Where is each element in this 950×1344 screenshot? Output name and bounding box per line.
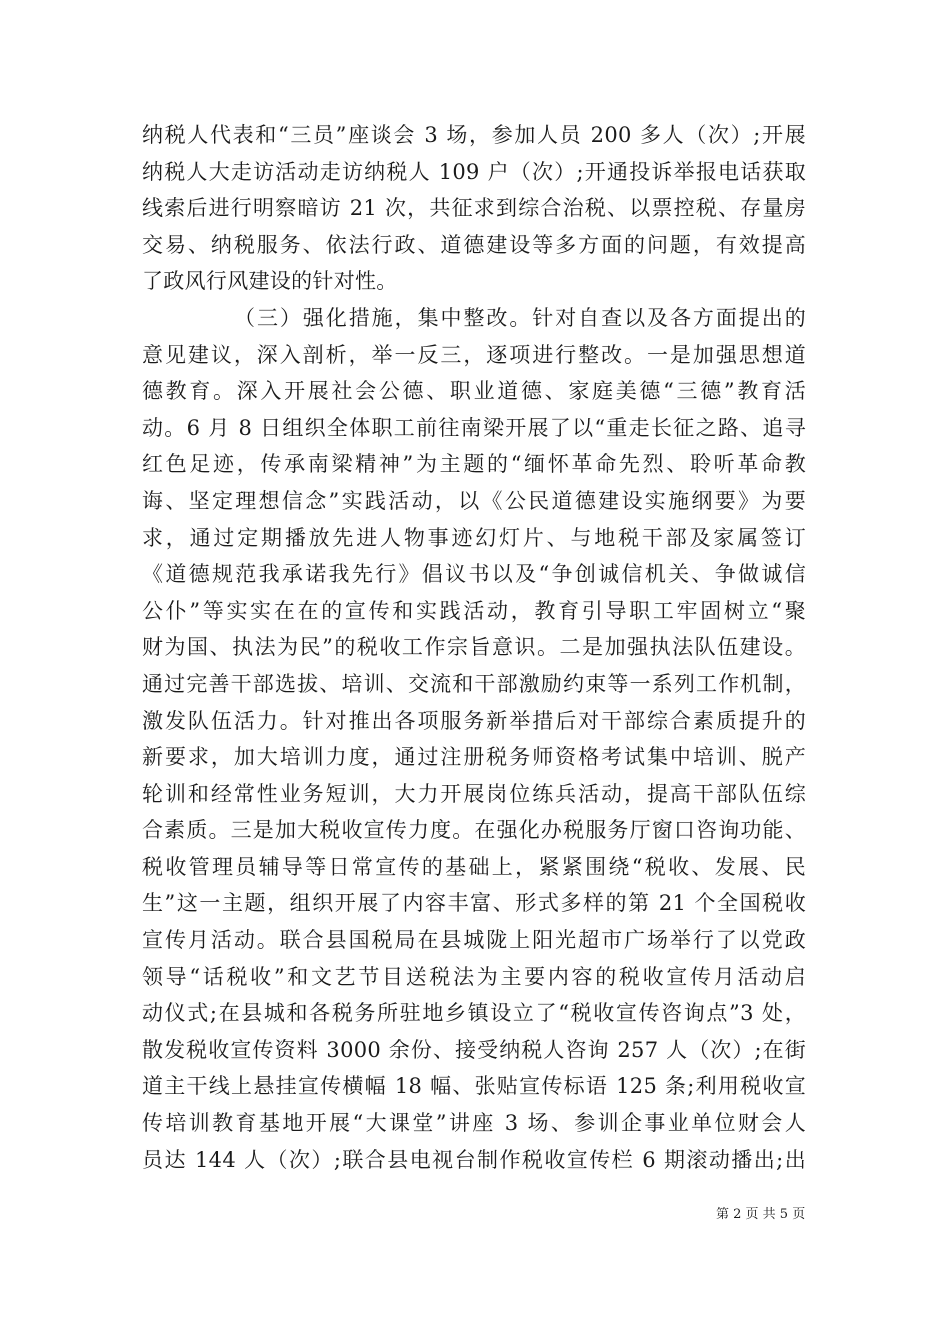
text-line: 公仆”等实实在在的宣传和实践活动，教育引导职工牢固树立“聚 bbox=[142, 598, 806, 623]
text-line: 求，通过定期播放先进人物事迹幻灯片、与地税干部及家属签订 bbox=[142, 525, 806, 550]
text-line: 意见建议，深入剖析，举一反三，逐项进行整改。一是加强思想道 bbox=[142, 342, 806, 367]
text-line: 宣传月活动。联合县国税局在县城陇上阳光超市广场举行了以党政 bbox=[142, 928, 806, 953]
text-line: 财为国、执法为民”的税收工作宗旨意识。二是加强执法队伍建设。 bbox=[142, 635, 806, 660]
text-line: 德教育。深入开展社会公德、职业道德、家庭美德“三德”教育活 bbox=[142, 379, 806, 404]
text-line: 员达 144 人（次）;联合县电视台制作税收宣传栏 6 期滚动播出;出 bbox=[142, 1147, 806, 1172]
text-line: 轮训和经常性业务短训，大力开展岗位练兵活动，提高干部队伍综 bbox=[142, 781, 806, 806]
text-line: 散发税收宣传资料 3000 余份、接受纳税人咨询 257 人（次）;在街 bbox=[142, 1037, 806, 1062]
text-line: 《道德规范我承诺我先行》倡议书以及“争创诚信机关、争做诚信 bbox=[142, 562, 806, 587]
text-line: 交易、纳税服务、依法行政、道德建设等多方面的问题，有效提高 bbox=[142, 232, 806, 257]
text-line: 纳税人大走访活动走访纳税人 109 户（次）;开通投诉举报电话获取 bbox=[142, 159, 806, 184]
text-line: 激发队伍活力。针对推出各项服务新举措后对干部综合素质提升的 bbox=[142, 708, 806, 733]
section-heading-line: （三）强化措施，集中整改。针对自查以及各方面提出的 bbox=[234, 305, 806, 330]
text-line: 合素质。三是加大税收宣传力度。在强化办税服务厅窗口咨询功能、 bbox=[142, 818, 806, 843]
text-line: 红色足迹，传承南梁精神”为主题的“缅怀革命先烈、聆听革命教 bbox=[142, 452, 806, 477]
text-line: 领导“话税收”和文艺节目送税法为主要内容的税收宣传月活动启 bbox=[142, 964, 806, 989]
text-line: 生”这一主题，组织开展了内容丰富、形式多样的第 21 个全国税收 bbox=[142, 891, 806, 916]
text-line: 新要求，加大培训力度，通过注册税务师资格考试集中培训、脱产 bbox=[142, 745, 806, 770]
text-line: 动仪式;在县城和各税务所驻地乡镇设立了“税收宣传咨询点”3 处， bbox=[142, 1001, 806, 1026]
text-line: 税收管理员辅导等日常宣传的基础上，紧紧围绕“税收、发展、民 bbox=[142, 854, 806, 879]
text-line: 了政风行风建设的针对性。 bbox=[142, 269, 398, 294]
text-line: 诲、坚定理想信念”实践活动，以《公民道德建设实施纲要》为要 bbox=[142, 488, 806, 513]
body-text bbox=[142, 117, 806, 1178]
text-line: 线索后进行明察暗访 21 次，共征求到综合治税、以票控税、存量房 bbox=[142, 196, 806, 221]
page-number-footer: 第 2 页 共 5 页 bbox=[716, 1207, 806, 1222]
text-line: 道主干线上悬挂宣传横幅 18 幅、张贴宣传标语 125 条;利用税收宣 bbox=[142, 1074, 806, 1099]
text-line: 传培训教育基地开展“大课堂”讲座 3 场、参训企事业单位财会人 bbox=[142, 1111, 806, 1136]
text-line: 动。6 月 8 日组织全体职工前往南梁开展了以“重走长征之路、追寻 bbox=[142, 415, 806, 440]
text-line: 通过完善干部选拔、培训、交流和干部激励约束等一系列工作机制， bbox=[142, 671, 806, 696]
text-line: 纳税人代表和“三员”座谈会 3 场，参加人员 200 多人（次）;开展 bbox=[142, 123, 806, 147]
